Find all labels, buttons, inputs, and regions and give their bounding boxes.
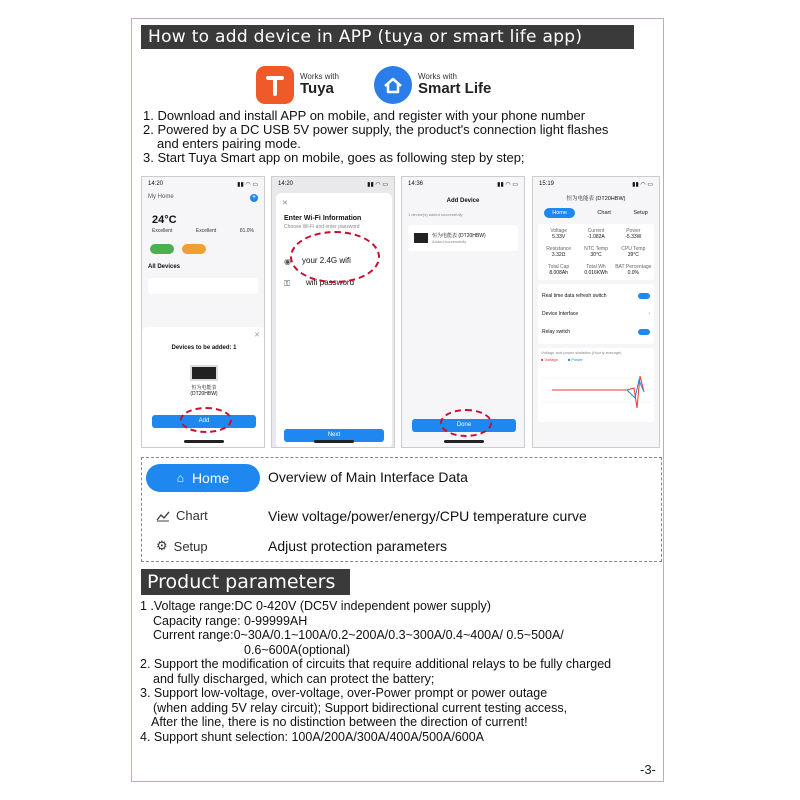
p4-m8-value: 0.0% [627, 270, 640, 276]
param-2-cont: and fully discharged, which can protect the battery; [153, 671, 435, 686]
p4-m6-value: 8.008Ah [549, 270, 568, 276]
chart-label: Chart [176, 508, 208, 523]
p4-m5-label: CPU Temp [621, 246, 646, 252]
p2-title: Enter Wi-Fi Information [284, 215, 362, 222]
p2-next-button[interactable]: Next [284, 429, 384, 442]
home-desc: Overview of Main Interface Data [268, 469, 468, 485]
tuya-works-with: Works with [300, 71, 339, 81]
p4-m4-label: NTC Temp [584, 246, 608, 252]
p4-legend-power: ■ Power [567, 357, 583, 362]
p1-off-button[interactable] [182, 244, 206, 254]
p4-m3-value: 3.32Ω [551, 252, 566, 258]
p1-device-image [190, 365, 218, 381]
p3-signal-icon: ▮▮ ◠ ▭ [497, 182, 518, 188]
home-icon: ⌂ [176, 471, 184, 485]
step-2-cont: and enters pairing mode. [157, 136, 301, 151]
p4-m2-label: Power [626, 228, 641, 234]
gear-icon: ⚙ [156, 538, 168, 553]
smart-life-name: Smart Life [418, 80, 492, 98]
params-list [140, 599, 660, 744]
p3-time: 14:36 [408, 181, 424, 187]
p4-row-relay: Relay switch [542, 329, 571, 335]
p4-tab-chart[interactable]: Chart [597, 210, 611, 216]
p4-legend-voltage: ■ Voltage [541, 357, 558, 362]
p1-home-bar [184, 440, 224, 443]
step-3: 3. Start Tuya Smart app on mobile, goes as following step by step; [143, 150, 525, 165]
p1-stat-3: 81.0% [239, 228, 254, 234]
p4-m1-value: -1.082A [587, 234, 605, 240]
page-title: How to add device in APP (tuya or smart life app) [141, 25, 634, 49]
p1-device-model: (DT20HBW) [190, 391, 218, 397]
p4-m3-label: Resistance [546, 246, 572, 252]
p4-m6-label: Total Cap [548, 264, 570, 270]
p2-password-field[interactable]: wifi password [306, 278, 355, 287]
phone-screen-2 [271, 176, 395, 448]
p2-subtitle: Choose Wi-Fi and enter password [284, 224, 360, 230]
p1-all-devices[interactable]: All Devices [148, 264, 181, 270]
p4-tab-home[interactable]: Home [544, 208, 575, 218]
home-tab-pill[interactable] [146, 464, 260, 492]
p3-subtitle: 1 device(s) added successfully [408, 212, 463, 217]
tuya-logo [256, 66, 339, 104]
p3-device-image [414, 233, 428, 243]
p1-add-icon[interactable]: + [251, 194, 257, 201]
p4-refresh-toggle[interactable] [638, 293, 650, 299]
param-3-cont2: After the line, there is no distinction between the direction of current! [151, 715, 528, 729]
param-1-current-cont: 0.6~600A(optional) [244, 642, 350, 657]
p2-close-icon[interactable]: ✕ [282, 200, 288, 207]
tuya-icon [256, 66, 294, 104]
p4-title: 恒为电能表 (DT20HBW) [566, 196, 626, 202]
p4-time: 15:19 [539, 181, 555, 187]
p2-lock-icon: ⚿ [284, 279, 291, 288]
p4-chart-graphic [542, 368, 652, 418]
phone-screen-3 [401, 176, 525, 448]
p4-chart-title: Voltage and power statistics (Hourly average) [541, 350, 622, 355]
smart-life-logo [374, 66, 491, 104]
smart-life-icon [374, 66, 412, 104]
p1-home[interactable]: My Home [148, 194, 174, 200]
p3-device-card[interactable] [408, 225, 518, 251]
p4-m1-label: Current [587, 228, 605, 234]
tuya-name: Tuya [300, 80, 334, 98]
p4-m0-value: 5.33V [552, 234, 566, 240]
p2-signal-icon: ▮▮ ◠ ▭ [367, 182, 388, 188]
p4-relay-toggle[interactable] [638, 329, 650, 335]
setup-label: Setup [173, 538, 208, 554]
param-3: 3. Support low-voltage, over-voltage, over-Power prompt or power outage [140, 686, 548, 700]
param-1-current: Current range:0~30A/0.1~100A/0.2~200A/0.3~300A/0.4~400A/ 0.5~500A/ [153, 628, 564, 642]
p1-device-row[interactable] [148, 278, 258, 294]
p2-wifi-icon: ◉ [284, 257, 291, 266]
p4-m8-label: BAT Percentage [615, 264, 652, 270]
p1-add-button[interactable]: Add [152, 415, 256, 428]
step-2: 2. Powered by a DC USB 5V power supply, the product's connection light flashes [143, 122, 609, 137]
smart-life-works-with: Works with [418, 71, 457, 81]
param-1: 1 .Voltage range:DC 0-420V (DC5V independent power supply) [140, 599, 491, 613]
p1-modal-title: Devices to be added: 1 [171, 345, 237, 351]
p4-m7-value: 0.016KWh [584, 270, 608, 276]
p1-stat-1: Excellent [152, 228, 173, 234]
setup-desc: Adjust protection parameters [268, 538, 447, 554]
setup-tab[interactable] [156, 538, 208, 554]
p1-close-icon[interactable]: ✕ [254, 332, 260, 339]
p4-tab-setup[interactable]: Setup [633, 210, 648, 216]
p4-row-interface[interactable]: Device Interface [542, 311, 579, 317]
p4-m5-value: 39°C [627, 252, 639, 258]
chart-icon [156, 510, 170, 522]
p2-wifi-name[interactable]: your 2.4G wifi [302, 256, 351, 265]
p2-home-bar [314, 440, 354, 443]
param-4: 4. Support shunt selection: 100A/200A/300A/400A/500A/600A [140, 729, 485, 744]
p3-highlight-oval [440, 409, 492, 437]
p1-stat-2: Excellent [195, 228, 217, 234]
p4-m2-value: -5.33W [625, 234, 642, 240]
step-1: 1. Download and install APP on mobile, and register with your phone number [143, 108, 586, 123]
params-header: Product parameters [141, 569, 350, 595]
p3-device-status: Added successfully [432, 239, 467, 244]
p3-done-button[interactable]: Done [412, 419, 516, 432]
chart-tab[interactable] [156, 508, 208, 523]
page-number: -3- [640, 762, 656, 777]
p4-metrics [538, 224, 654, 280]
p4-settings [538, 284, 654, 344]
p1-device-name: 恒为电能表 [191, 385, 217, 391]
phone-screen-4 [532, 176, 660, 448]
param-2: 2. Support the modification of circuits that require additional relays to be fully charged [140, 657, 612, 671]
p4-chart-card [538, 348, 654, 422]
p3-device-name: 恒为电能表 (DT20HBW) [432, 233, 486, 239]
home-label: Home [191, 470, 230, 486]
steps-list [143, 109, 653, 165]
p1-signal-icon: ▮▮ ◠ ▭ [237, 182, 258, 188]
p2-highlight-oval [290, 231, 380, 283]
p3-home-bar [444, 440, 484, 443]
param-3-cont: (when adding 5V relay circuit); Support bidirectional current testing access, [153, 700, 568, 715]
p4-m7-label: Total Wh [586, 264, 606, 270]
p1-on-button[interactable] [150, 244, 174, 254]
p4-m0-label: Voltage [550, 228, 567, 234]
p4-chevron-icon: › [648, 311, 650, 317]
chart-desc: View voltage/power/energy/CPU temperature curve [268, 508, 587, 524]
p1-temp: 24°C [152, 214, 177, 226]
p3-title: Add Device [446, 198, 480, 204]
p4-row-refresh: Real time data refresh switch [542, 293, 607, 299]
param-1-capacity: Capacity range: 0-99999AH [153, 613, 308, 628]
phone-screen-1 [141, 176, 265, 448]
p4-signal-icon: ▮▮ ◠ ▭ [632, 182, 653, 188]
p1-time: 14:20 [148, 181, 164, 187]
p4-m4-value: 30°C [590, 252, 602, 258]
p1-highlight-oval [180, 407, 232, 433]
features-box [141, 457, 662, 562]
p2-time: 14:20 [278, 181, 294, 187]
